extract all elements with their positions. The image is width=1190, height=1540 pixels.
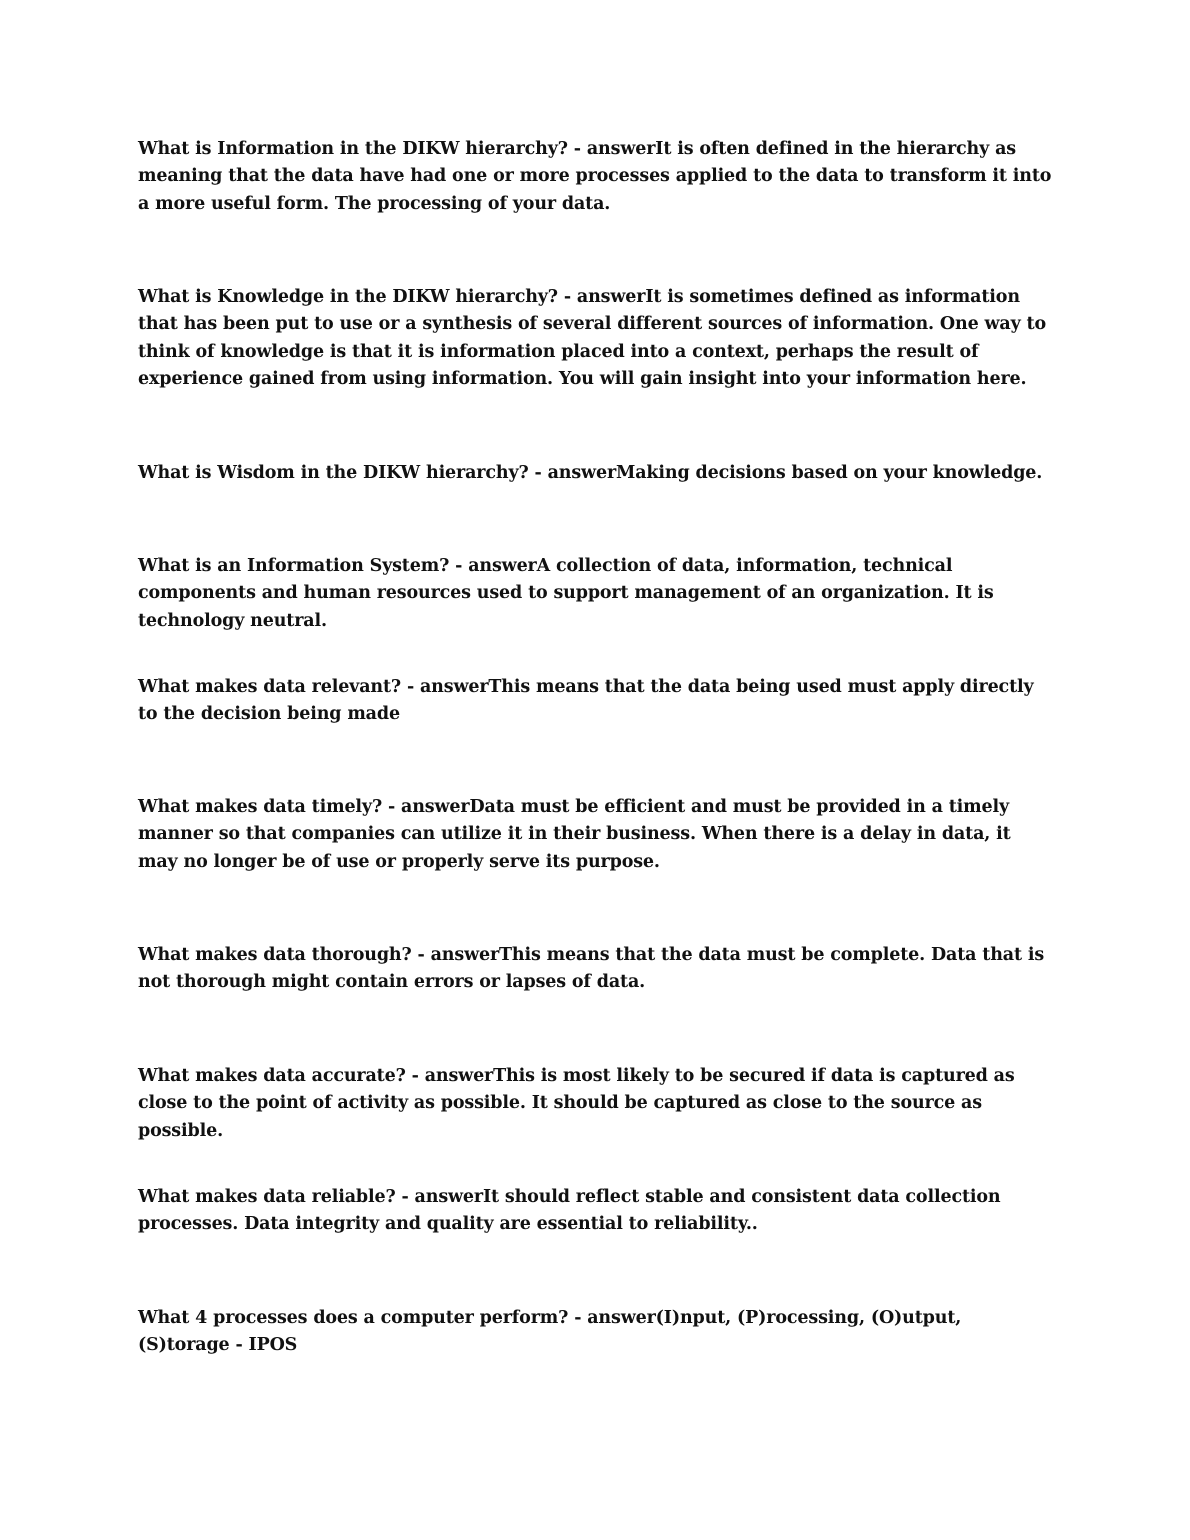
qa-entry-data-reliable: What makes data reliable? - answerIt should reflect stable and consistent data collection processes. Data integrity and quality are essential to reliability.. [138,1187,1001,1235]
qa-entry-information: What is Information in the DIKW hierarchy? - answerIt is often defined in the hierarchy as meaning that the data have had one or more processes applied to the data to transform it into a more useful form. The processing of your data. [138,139,1052,214]
qa-entry-data-relevant: What makes data relevant? - answerThis means that the data being used must apply directly to the decision being made [138,677,1034,725]
qa-entry-data-accurate: What makes data accurate? - answerThis is most likely to be secured if data is captured as close to the point of activity as possible. It should be captured as close to the source as possible. [138,1066,1015,1141]
qa-entry-knowledge: What is Knowledge in the DIKW hierarchy? - answerIt is sometimes defined as information that has been put to use or a synthesis of several different sources of information. One way to think of knowledge is that it is information placed into a context, perhaps the result of experience gained from using information. You will gain insight into your information here. [138,287,1047,389]
qa-entry-wisdom: What is Wisdom in the DIKW hierarchy? - answerMaking decisions based on your knowledge. [138,463,1043,483]
qa-entry-data-timely: What makes data timely? - answerData must be efficient and must be provided in a timely manner so that companies can utilize it in their business. When there is a delay in data, it may no longer be of use or properly serve its purpose. [138,797,1011,872]
qa-entry-data-thorough: What makes data thorough? - answerThis means that the data must be complete. Data that is not thorough might contain errors or lapses of data. [138,945,1045,993]
qa-entry-computer-processes: What 4 processes does a computer perform? - answer(I)nput, (P)rocessing, (O)utput, (S)torage - IPOS [138,1308,962,1356]
qa-entry-information-system: What is an Information System? - answerA collection of data, information, technical components and human resources used to support management of an organization. It is technology neutral. [138,556,994,631]
